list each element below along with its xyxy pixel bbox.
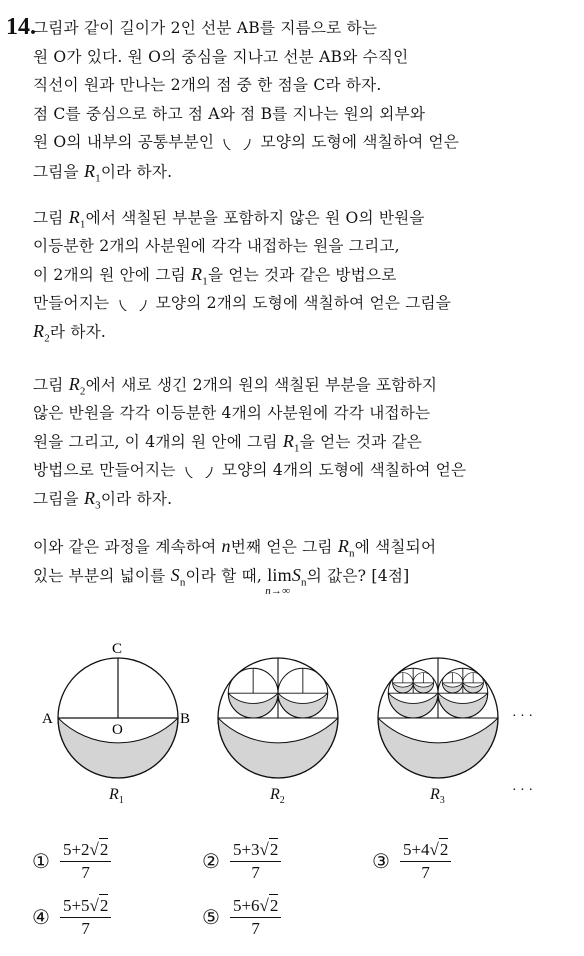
crescent-shape-icon — [222, 136, 252, 150]
figure-ref-r1: $R_1$ — [68, 207, 86, 231]
text-line: 그림을 $R_3$이라 하자. — [33, 488, 173, 512]
text-line: 그림 $R_2$에서 새로 생긴 2개의 원의 색칠된 부분을 포함하지 — [33, 374, 438, 398]
label-a: A — [42, 711, 53, 727]
choice-1[interactable]: ① $\frac{5+2√2}{7}$ — [32, 838, 111, 884]
figure-ref-r1: $R_1$ — [191, 264, 208, 288]
choice-value: $\frac{5+4√2}{7}$ — [400, 838, 451, 884]
text-line: 그림 $R_1$에서 색칠된 부분을 포함하지 않은 원 O의 반원을 — [33, 207, 425, 231]
text-line: 원 O가 있다. 원 O의 중심을 지나고 선분 AB와 수직인 — [33, 47, 409, 66]
figure-r2 — [218, 658, 338, 778]
text-line: 않은 반원을 각각 이등분한 4개의 사분원에 각각 내접하는 — [33, 403, 431, 422]
figure-ref-rn: $R_n$ — [337, 536, 355, 560]
figure-row — [0, 628, 584, 808]
sub-circle-right — [278, 668, 328, 718]
ellipsis-top: · · · — [512, 709, 533, 724]
choice-5[interactable]: ⑤ $\frac{5+6√2}{7}$ — [202, 894, 281, 940]
label-c: C — [112, 641, 123, 657]
text-line: 점 C를 중심으로 하고 점 A와 점 B를 지나는 원의 외부와 — [33, 104, 426, 123]
figure-r3 — [378, 658, 498, 778]
question-paragraph-4 — [33, 532, 553, 601]
caption-r3: $R_3$ — [430, 786, 445, 807]
label-b: B — [180, 711, 191, 727]
text-line: 방법으로 만들어지는 모양의 4개의 도형에 색칠하여 얻은 — [33, 460, 467, 479]
text-line: 있는 부분의 넓이를 $S_n$이라 할 때, lim n→∞ $S_n$의 값은? [4점] — [33, 561, 553, 601]
text-line: $R_2$라 하자. — [33, 321, 107, 345]
question-paragraph-2 — [33, 203, 553, 346]
choice-value: $\frac{5+5√2}{7}$ — [60, 894, 111, 940]
caption-r2: $R_2$ — [270, 786, 285, 807]
text-line — [33, 157, 553, 186]
figure-svg — [0, 628, 584, 808]
text-line: 이 2개의 원 안에 그림 $R_1$을 얻는 것과 같은 방법으로 — [33, 264, 397, 288]
text-line: 이와 같은 과정을 계속하여 n번째 얻은 그림 $R_n$에 색칠되어 — [33, 536, 437, 560]
choice-value: $\frac{5+6√2}{7}$ — [230, 894, 281, 940]
choice-value: $\frac{5+3√2}{7}$ — [230, 838, 281, 884]
figure-ref-r2: $R_2$ — [68, 374, 86, 398]
crescent-shape-icon — [184, 464, 214, 478]
caption-r1: $R_1$ — [109, 786, 124, 807]
question-paragraph-3 — [33, 370, 553, 513]
choice-value: $\frac{5+2√2}{7}$ — [60, 838, 111, 884]
label-o: O — [112, 722, 123, 738]
ellipsis-bottom: · · · — [512, 783, 533, 798]
text-line: 만들어지는 모양의 2개의 도형에 색칠하여 얻은 그림을 — [33, 293, 452, 312]
question-paragraph-1 — [33, 14, 553, 185]
sub-circle-left — [228, 668, 278, 718]
text-segment: 모양의 도형에 색칠하여 얻은 — [260, 133, 460, 151]
text-segment: 원 O의 내부의 공통부분인 — [33, 133, 215, 151]
limit-expression: lim n→∞ — [265, 564, 292, 597]
variable-n: n — [221, 536, 231, 556]
figure-ref-r1: $R_1$ — [83, 160, 101, 185]
text-line — [33, 128, 553, 157]
figure-ref-r3: $R_3$ — [83, 488, 101, 512]
choice-4[interactable]: ④ $\frac{5+5√2}{7}$ — [32, 894, 111, 940]
figure-ref-r1: $R_1$ — [282, 431, 300, 455]
points-badge: [4점] — [371, 566, 410, 585]
variable-sn: $S_n$ — [170, 564, 186, 589]
text-line: 그림과 같이 길이가 2인 선분 AB를 지름으로 하는 — [33, 19, 378, 37]
text-segment: 이라 하자. — [100, 162, 173, 181]
text-line: 원을 그리고, 이 4개의 원 안에 그림 $R_1$을 얻는 것과 같은 — [33, 431, 423, 455]
figure-ref-r2: $R_2$ — [33, 321, 50, 345]
text-line: 이등분한 2개의 사분원에 각각 내접하는 원을 그리고, — [33, 236, 400, 255]
text-segment: 그림을 — [33, 162, 79, 181]
crescent-shape-icon — [118, 297, 148, 311]
question-number: 14. — [6, 14, 36, 40]
choice-2[interactable]: ② $\frac{5+3√2}{7}$ — [202, 838, 281, 884]
text-line: 직선이 원과 만나는 2개의 점 중 한 점을 C라 하자. — [33, 76, 382, 94]
figure-r1 — [42, 641, 190, 778]
choice-3[interactable]: ③ $\frac{5+4√2}{7}$ — [372, 838, 451, 884]
